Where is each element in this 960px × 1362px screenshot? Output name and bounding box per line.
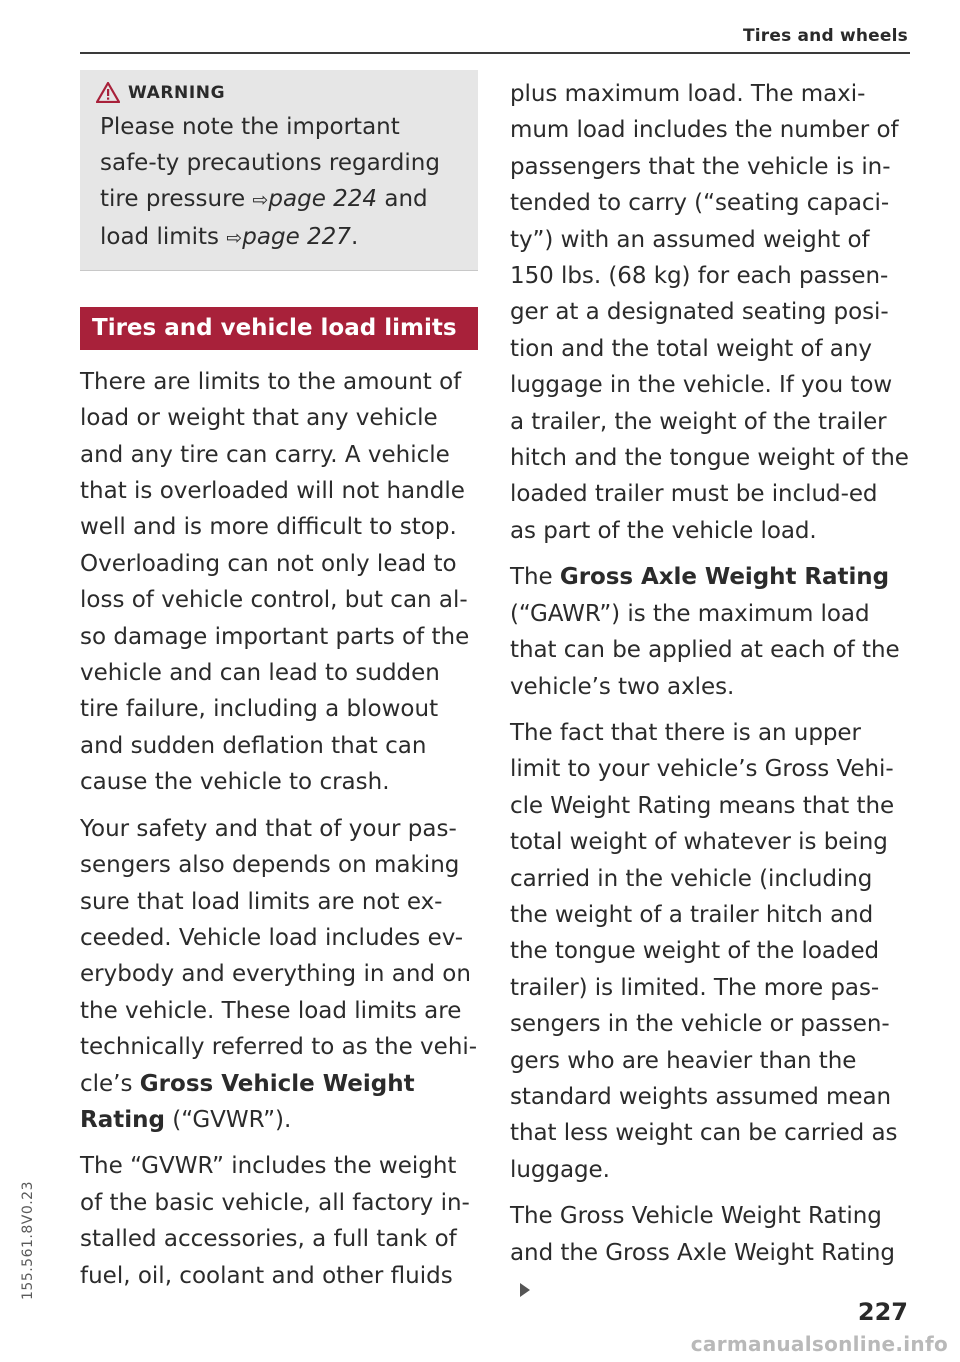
term-gvwr: Gross Vehicle Weight Rating	[80, 1070, 415, 1133]
paragraph: There are limits to the amount of load or weight that any vehicle and any tire can carry. A vehicle that is overloaded will not handle well and is more difficult to stop. Overloading can not only lead to loss of vehicle control, but can al-so damage important parts of the vehicle and can lead to sudden tire failure, including a blowout and sudden deflation that can cause the vehicle to crash.	[80, 368, 470, 796]
page-ref-arrow-icon: ⇨	[252, 189, 269, 212]
warning-label: WARNING	[128, 82, 226, 103]
header-divider	[80, 52, 910, 54]
watermark: carmanualsonline.info	[690, 1332, 948, 1356]
paragraph-text: The	[510, 564, 560, 591]
paragraph	[80, 811, 478, 1139]
right-column	[510, 76, 910, 1317]
running-header: Tires and wheels	[742, 26, 908, 46]
page-ref-arrow-icon: ⇨	[226, 226, 243, 249]
page-ref-224[interactable]: page 224	[268, 186, 378, 213]
left-column	[80, 70, 478, 1304]
warning-text-part: Please note the important safe-ty precautions regarding tire pressure	[100, 114, 440, 213]
paragraph-text: (“GAWR”) is the maximum load that can be applied at each of the vehicle’s two axles.	[510, 600, 900, 700]
term-gawr: Gross Axle Weight Rating	[559, 564, 890, 591]
paragraph	[510, 559, 910, 705]
warning-text	[100, 109, 458, 256]
warning-text-part: and load limits	[100, 186, 428, 250]
section-heading: Tires and vehicle load limits	[80, 307, 478, 350]
page-number: 227	[857, 1298, 908, 1326]
paragraph: plus maximum load. The maxi-mum load includes the number of passengers that the vehicle is in-tended to carry (“seating capaci-ty”) with an assumed weight of 150 lbs. (68 kg) for each passen-ger at a designated seating posi-tion and the total weight of any luggage in the vehicle. If you tow a trailer, the weight of the trailer hitch and the tongue weight of the loaded trailer must be includ-ed as part of the vehicle load.	[510, 81, 909, 544]
warning-triangle-icon	[96, 82, 120, 103]
paragraph	[510, 1198, 910, 1307]
warning-header	[96, 82, 458, 103]
paragraph-text: (“GVWR”).	[164, 1106, 292, 1133]
paragraph-text: Your safety and that of your pas-sengers also depends on making sure that load limits are not ex-ceeded. Vehicle load includes ev-erybody and everything in and on the vehicle. These load limits are technically referred to as the vehi-cle’s	[80, 815, 478, 1097]
warning-box	[80, 70, 478, 271]
continue-arrow-icon	[520, 1283, 530, 1297]
paragraph-text: The Gross Vehicle Weight Rating and the Gross Axle Weight Rating	[510, 1203, 895, 1266]
paragraph: The fact that there is an upper limit to your vehicle’s Gross Vehi-cle Weight Rating means that the total weight of whatever is being carried in the vehicle (including the weight of a trailer hitch and the tongue weight of the loaded trailer) is limited. The more pas-sengers in the vehicle or passen-gers who are heavier than the standard weights assumed mean that less weight can be carried as luggage.	[510, 719, 898, 1183]
page-ref-227[interactable]: page 227	[242, 223, 351, 250]
document-code: 155.561.8V0.23	[20, 1181, 36, 1300]
paragraph: The “GVWR” includes the weight of the basic vehicle, all factory in-stalled accessories, a full tank of fuel, oil, coolant and other fluids	[80, 1153, 470, 1289]
warning-text-part: .	[350, 223, 359, 250]
